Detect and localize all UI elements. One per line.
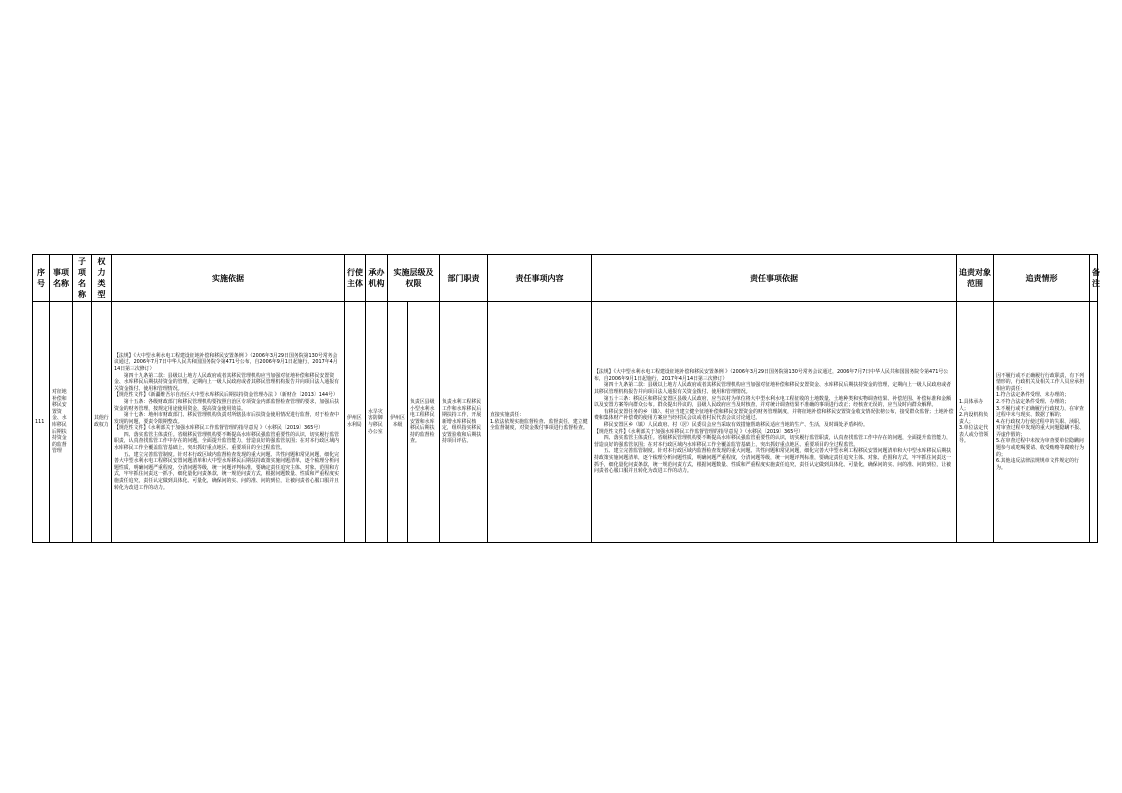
cell-seq: 111 [33, 302, 50, 543]
cell-sub-item [73, 302, 92, 543]
cell-resp-content: 直接实施责任： 1.依法依规实施监督检查、监督责任，建立健全监督制度，对资金拨付事项进行监督检查。 [488, 302, 592, 543]
header-note: 备注 [1090, 255, 1098, 302]
header-resp-basis: 责任事项依据 [592, 255, 957, 302]
responsibility-table [32, 254, 1098, 543]
cell-resp-basis: 【法规】《大中型水利水电工程建设征地补偿和移民安置条例 》（2006年3月29日国务院第130号常务会议通过，2006年7月7日中华人民共和国国务院令第471号公布，自2006年9月1日起施行，2017年4月14日第三次修订） 第四十九条第二款：县级以上地方人民政府或者其移民管理机构应当加强对征地补偿和移民安置资金、水库移民后期扶持资金的管理，定期向上一级人民政府或者其移民管理机构报告并向项目法人通报有关资金拨付、使用和管理情况。 第五十三条：移民区和移民安置区县级人民政府，应当以村为单位将大中型水利水电工程征收的土地数量、土地种类和实物调查结果、补偿范围、补偿标准和金额以及安置方案等向群众公布。群众提出异议的，县级人民政府应当及时核查，并对统计调查结果不准确的事项进行改正；经核查无误的，应当及时向群众解释。 有移民安置任务的乡（镇）、村应当建立健全征地补偿和移民安置资金的财务管理制度，并将征地补偿和移民安置资金收支情况张榜公布，接受群众监督；土地补偿费和集体财产补偿费的使用方案应当经村民会议或者村民代表会议讨论通过。 移民安置区乡（镇）人民政府、村（居）民委员会应当采取有效措施帮助移民适应当地的生产、生活，及时调处矛盾纠纷。 【规范性文件】《水利部关于加强水库移民工作监督管理的指导意见 》（水移民〔2019〕365号） 四、落实监管主体责任。省级移民管理机构要不断提高水库移民强监管重要性的认识，切实履行监管职责，认真查找监管工作中存在的问题，全面提升监管能力，营造良好的强监管氛围；在对本行政区域内水库移民工作全覆盖监管基础上，突出抓好重点地区、重要项目的全过程监管。 五、建立完善监管制度。针对本行政区域内监督检查发现的重大问题、共性问题和常见问题，细化完善大中型水利工程移民安置问题清单和大中型水库移民后期扶持政策实施问题清单，逐个梳理分析问题性质，明确问题严重程度，分清问题等级，统一问题评判标准，要确定责任追究主体、对象、范围和方式，牢牢抓住问责这一抓手，细化量化问责条款，统一规范问责方式，根据问题数量、性质和严重程度实施责任追究，责任认定做到具体化、可量化，确保问的实、问的准、问的到位，让被问责者心服口服并且转化为改进工作的动力。 [592, 302, 957, 543]
cell-scope: 1.具体承办人； 2.内设机构负责人； 3.单位法定代表人或分管领导。 [957, 302, 994, 543]
cell-basis: 【法规】《大中型水利水电工程建设征地补偿和移民安置条例 》（2006年3月29日国务院第130号常务会议通过，2006年7月7日中华人民共和国国务院令第471号公布，自2006年9月1日起施行，2017年4月14日第三次修订） 第四十九条第二款：县级以上地方人民政府或者其移民管理机构应当加强对征地补偿和移民安置资金、水库移民后期扶持资金的管理，定期向上一级人民政府或者其移民管理机构报告并向项目法人通报有关资金拨付、使用和管理情况。 【规范性文件】《新疆维吾尔自治区大中型水库移民后期扶持资金管理办法 》（新财企〔2013〕144号） 第十五条：各级财政部门和移民管理机构要按照自治区专项资金内部监督检查管理的要求，加强后扶资金的财务管理，按规定用途使用资金，提高资金使用效益。 第十七条：地州市财政部门、移民管理机构负责对所辖县市后扶资金使用情况进行监督，对于检查中发现的问题，要责令限期整改。 【规范性文件】《水利部关于加强水库移民工作监督管理的指导意见 》（水移民〔2019〕365号） 四、落实监管主体责任。省级移民管理机构要不断提高水库移民强监管重要性的认识，切实履行监管职责，认真查找监管工作中存在的问题，全面提升监管能力，营造良好的强监管氛围；在对本行政区域内水库移民工作全覆盖监管基础上，突出抓好重点地区、重要项目的全过程监管。 五、建立完善监管制度。针对本行政区域内监督检查发现的重大问题、共性问题和常见问题，细化完善大中型水利水电工程移民安置问题清单和大中型水库移民后期扶持政策实施问题清单，逐个梳理分析问题性质，明确问题严重程度，分清问题等级，统一问题评判标准，要确定责任追究主体、对象、范围和方式，牢牢抓住问责这一抓手，细化量化问责条款，统一规范问责方式，根据问题数量、性质和严重程度实施责任追究，责任认定做到具体化、可量化，确保问的实、问的准、问的到位，让被问责者心服口服并且转化为改进工作的动力。 [112, 302, 345, 543]
header-resp-content: 责任事项内容 [488, 255, 592, 302]
cell-power-type: 其他行政权力 [92, 302, 112, 543]
cell-item-name: 对征地补偿和移民安置资金、水库移民后期扶持资金的监督管理 [50, 302, 73, 543]
header-level: 实施层级及权限 [388, 255, 440, 302]
table-row [33, 302, 1098, 543]
cell-cases: 因不履行或不正确履行行政职责，有下列情形的，行政机关及相关工作人员应承担相应的责任： 1.符合法定条件受理、未办理的； 2.不符合法定条件受理、办理的； 3.不履行或不正确履行行政权力，在审查过程中未与现实、数据了解的； 4.在行政权力行使过程中的失职、渎职，对审查过程中发现的重大问题隐瞒不报、弄虚作假的； 5.在审查过程中未按为审查要单位隐瞒问题参与或吃喝要请、收受贿赂等腐败行为的； 6.其他违反法律法规规章文件规定的行为。 [994, 302, 1090, 543]
header-basis: 实施依据 [112, 255, 345, 302]
header-org: 承办机构 [366, 255, 388, 302]
cell-duty: 负责水利工程移民工作和水库移民后期扶持工作，开展新增水库移民核定，组织指实移民安置验收和后期扶持项目评估。 [440, 302, 488, 543]
header-scope: 追责对象范围 [957, 255, 994, 302]
header-duty: 部门职责 [440, 255, 488, 302]
header-sub-item: 子项名称 [73, 255, 92, 302]
cell-level [388, 302, 440, 543]
cell-subject: 伊州区水利局 [345, 302, 366, 543]
header-power-type: 权力类型 [92, 255, 112, 302]
header-subject: 行使主体 [345, 255, 366, 302]
cell-org: 水旱灾害防御与移民办公室 [366, 302, 388, 543]
cell-level-duty: 负责区县级小型水利水电工程移民安置和水库移民后期扶持的监督检查。 [410, 398, 435, 445]
cell-level-scope: 伊州区本级 [388, 302, 408, 542]
header-seq: 序号 [33, 255, 50, 302]
header-cases: 追责情形 [994, 255, 1090, 302]
header-row [33, 255, 1098, 302]
header-item-name: 事项名称 [50, 255, 73, 302]
cell-note [1090, 302, 1098, 543]
